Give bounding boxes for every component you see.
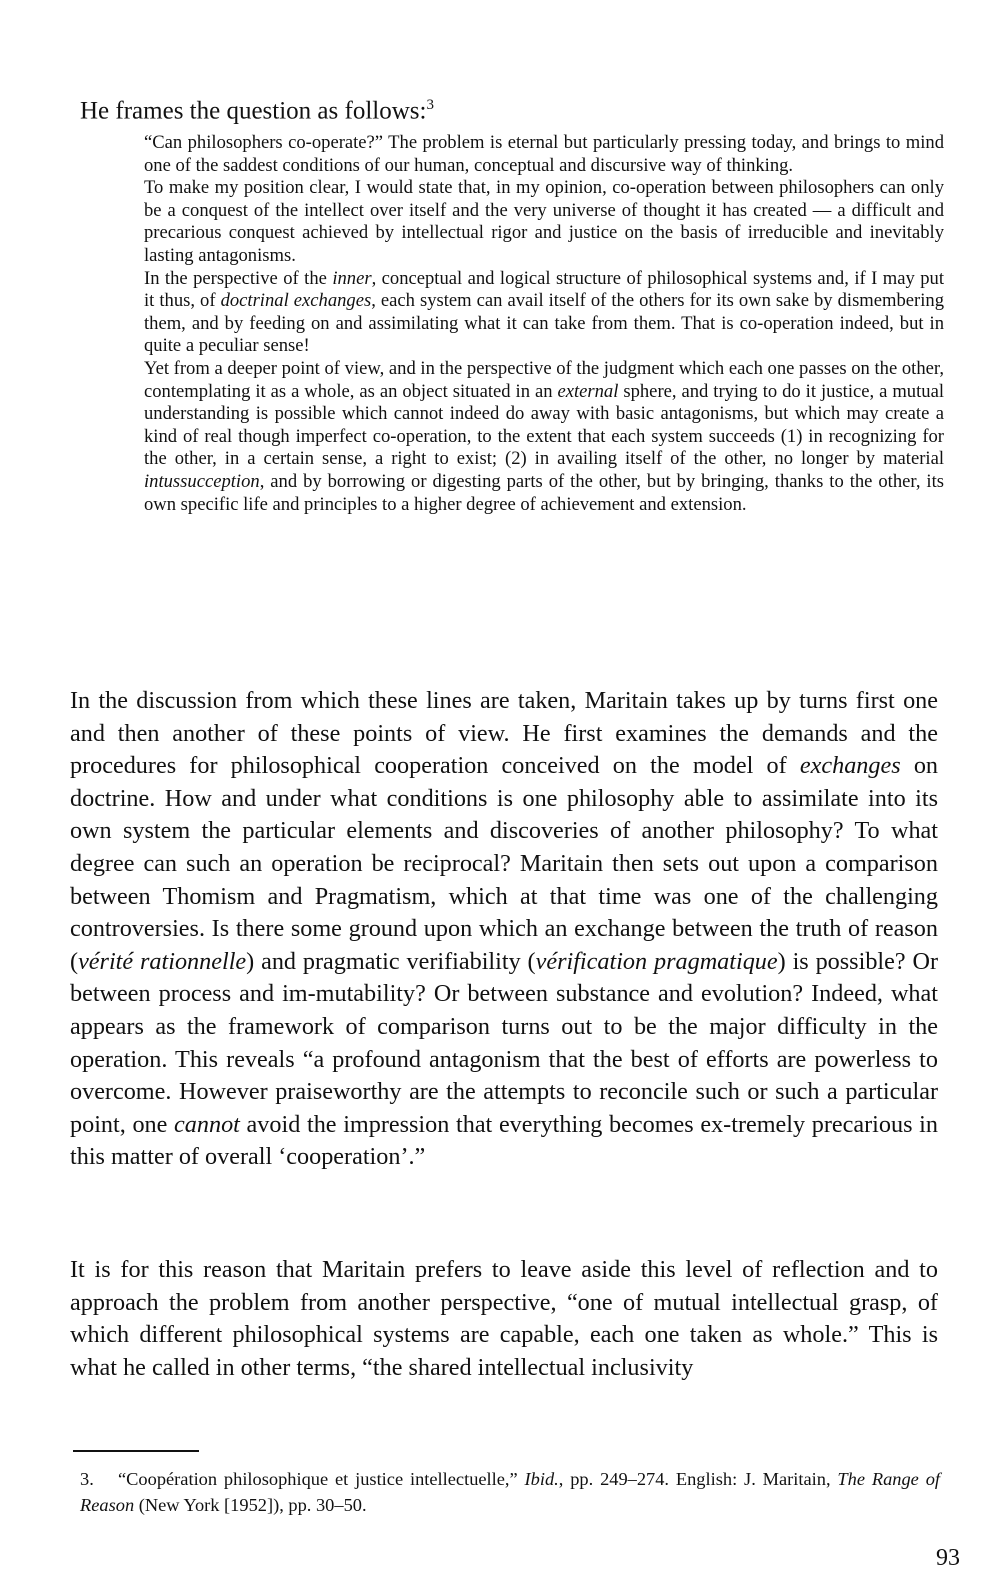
quote-italic: doctrinal exchanges (220, 290, 372, 312)
quote-text: , each system can avail itself of the others for its own sake by dismembering them, and by feeding on and assimilating what it can take from them. That is co-operation indeed, but in quite a peculiar sense! (144, 290, 944, 357)
quote-italic: external (557, 380, 619, 402)
body-italic: cannot (174, 1110, 240, 1138)
body-text: ) is possible? Or between process and im-mutability? Or between substance and evolution? Indeed, what appears as the framework of comparison turns out to be the major difficulty in the operation. This reveals “a profound antagonism that the best of efforts are powerless to overcome. However praiseworthy are the attempts to reconcile such or such a particular point, one (70, 947, 939, 1138)
footnote-text: (New York [1952]), pp. 30–50. (134, 1495, 367, 1515)
quote-italic: inner (332, 267, 372, 289)
body-paragraph-1 (70, 685, 938, 1174)
quote-text: In the perspective of the (144, 267, 333, 289)
quote-text: sphere, and trying to do it justice, a mutual understanding is possible which cannot indeed do away with basic antagonisms, but which may create a kind of real though imperfect co-operation, to the extent that each system succeeds (1) in recognizing for the other, in a certain sense, a right to exist; (2) in availing itself of the other, no longer by material (144, 380, 944, 470)
footnote-italic: Ibid. (524, 1469, 559, 1489)
intro-line (80, 90, 940, 126)
body-italic: vérification pragmatique (535, 947, 778, 975)
footnote-number: 3. (80, 1469, 94, 1489)
footnote-divider (73, 1450, 199, 1452)
quote-paragraph-4 (144, 358, 944, 516)
body-paragraph-2: It is for this reason that Maritain prefers to leave aside this level of reflection and to approach the problem from another perspective, “one of mutual intellectual grasp, of which different philosophical systems are capable, each one taken as whole.” This is what he called in other terms, “the shared intellectual inclusivity (70, 1256, 938, 1381)
quote-paragraph-3 (144, 268, 944, 358)
body-text: avoid the impression that everything becomes ex-tremely precarious in this matter of overall ‘cooperation’.” (70, 1110, 938, 1171)
quote-text: , and by borrowing or digesting parts of the other, but by bringing, thanks to the other, its own specific life and principles to a higher degree of achievement and extension. (144, 470, 944, 515)
quote-paragraph-1: “Can philosophers co-operate?” The problem is eternal but particularly pressing today, and brings to mind one of the saddest conditions of our human, conceptual and discursive way of thinking. (144, 132, 944, 176)
body-text: ) and pragmatic verifiability ( (246, 947, 536, 975)
quote-paragraph-2: To make my position clear, I would state that, in my opinion, co-operation between philosophers can only be a conquest of the intellect over itself and the very universe of thought it has created — a difficult and precarious conquest achieved by intellectual rigor and justice on the basis of irreducible and inevitably lasting antagonisms. (144, 177, 944, 266)
quote-text: Yet from a deeper point of view, and in the perspective of the judgment which each one passes on the other, contemplating it as a whole, as an object situated in an (144, 357, 944, 402)
body-text: on doctrine. How and under what conditions is one philosophy able to assimilate into its own system the particular elements and discoveries of another philosophy? To what degree can such an operation be reciprocal? Maritain then sets out upon a comparison between Thomism and Pragmatism, which at that time was one of the challenging controversies. Is there some ground upon which an exchange between the truth of reason ( (70, 752, 939, 975)
quote-text: , conceptual and logical structure of philosophical systems and, if I may put it thus, of (144, 267, 944, 312)
body-italic: exchanges (799, 752, 901, 780)
footnote (80, 1466, 940, 1518)
block-quote (144, 132, 944, 516)
page-number: 93 (936, 1545, 960, 1571)
quote-italic: intussucception (144, 470, 260, 492)
footnote-ref: 3 (426, 97, 434, 113)
footnote-text: , pp. 249–274. English: J. Maritain, (558, 1469, 838, 1489)
body-italic: vérité rationnelle (78, 947, 247, 975)
body-text: In the discussion from which these lines are taken, Maritain takes up by turns first one and then another of these points of view. He first examines the demands and the procedures for philosophical cooperation conceived on the model of (70, 687, 938, 780)
intro-text: He frames the question as follows: (80, 97, 427, 125)
footnote-text: “Coopération philosophique et justice intellectuelle,” (118, 1469, 525, 1489)
footnote-italic: The Range of Reason (80, 1469, 940, 1515)
